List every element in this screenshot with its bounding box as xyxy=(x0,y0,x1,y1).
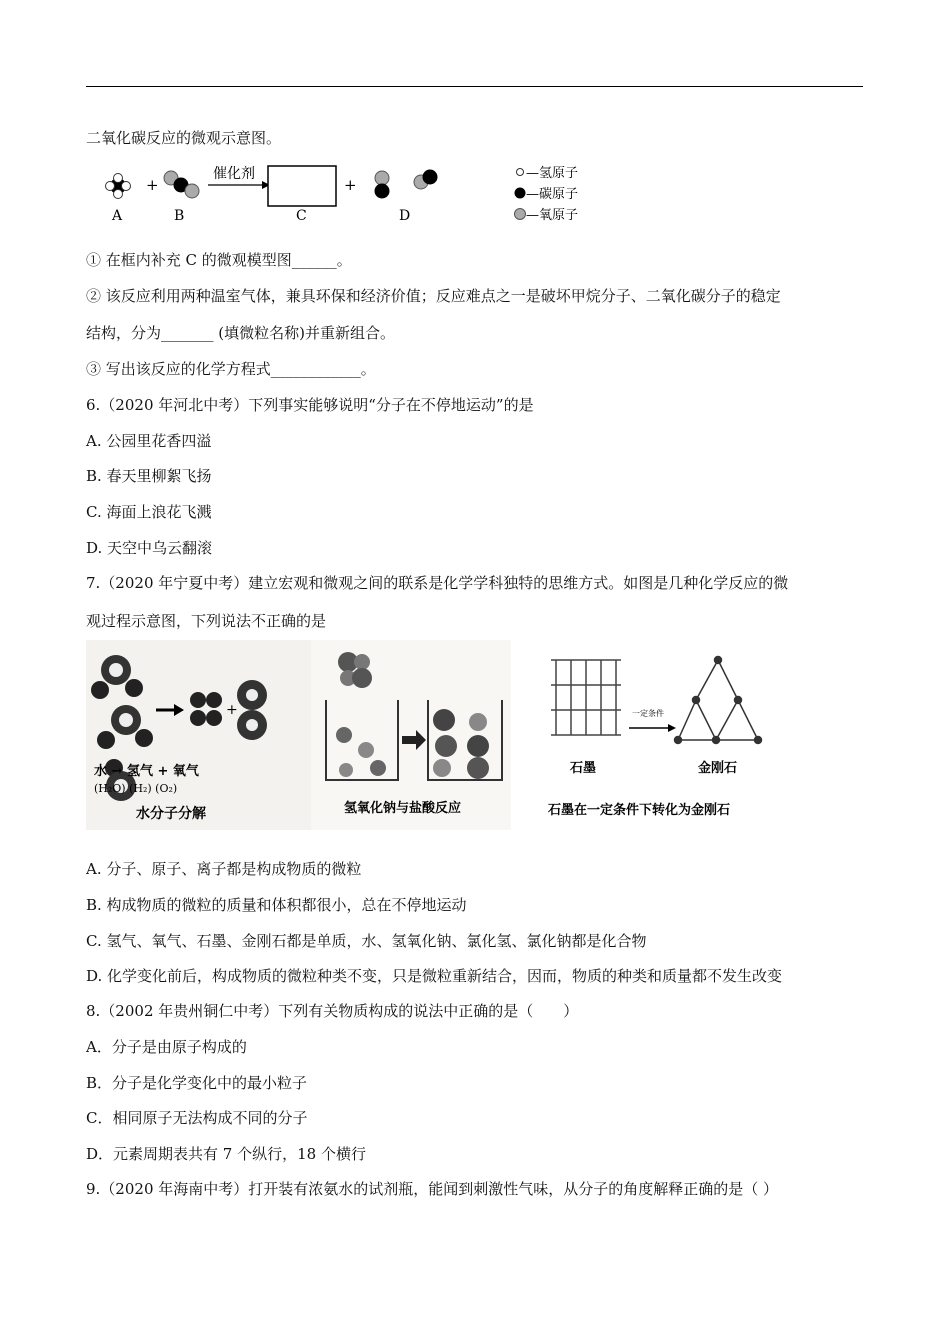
panel1-formulas: (H₂O) (H₂) (O₂) xyxy=(94,782,178,795)
q5-intro: 二氧化碳反应的微观示意图。 xyxy=(86,129,282,147)
q8-option-d: D．元素周期表共有 7 个纵行，18 个横行 xyxy=(86,1145,366,1163)
svg-text:+: + xyxy=(226,702,238,718)
panel2-caption: 氢氧化钠与盐酸反应 xyxy=(344,801,462,816)
q6-option-d: D. 天空中乌云翻滚 xyxy=(86,539,213,557)
q5-reaction-diagram xyxy=(96,158,606,228)
q7-option-b: B. 构成物质的微粒的质量和体积都很小，总在不停地运动 xyxy=(86,896,467,914)
label-c: C xyxy=(296,208,307,224)
q8-option-c: C．相同原子无法构成不同的分子 xyxy=(86,1109,308,1127)
legend-carbon: —碳原子 xyxy=(526,187,579,202)
q7-option-d: D. 化学变化前后，构成物质的微粒种类不变，只是微粒重新结合，因而，物质的种类和质量都不发生改变 xyxy=(86,967,783,985)
q8-stem: 8.（2002 年贵州铜仁中考）下列有关物质构成的说法中正确的是（ ） xyxy=(86,1002,579,1020)
panel3-caption: 石墨在一定条件下转化为金刚石 xyxy=(548,803,731,818)
legend-oxygen: —氧原子 xyxy=(526,208,579,223)
q5-sub3: ③ 写出该反应的化学方程式____________。 xyxy=(86,360,376,378)
q5-sub2-line2: 结构，分为_______ (填微粒名称)并重新组合。 xyxy=(86,324,395,342)
plus-1: + xyxy=(146,176,159,194)
q8-option-a: A．分子是由原子构成的 xyxy=(86,1038,247,1056)
q8-option-b: B．分子是化学变化中的最小粒子 xyxy=(86,1074,308,1092)
plus-2: + xyxy=(344,176,357,194)
panel1-equation: 水 → 氢气 + 氧气 xyxy=(94,764,199,779)
legend-hydrogen: —氢原子 xyxy=(526,166,579,181)
legend xyxy=(515,166,579,223)
q6-option-c: C. 海面上浪花飞溅 xyxy=(86,503,212,521)
q7-figure xyxy=(86,640,786,830)
q5-sub1: ① 在框内补充 C 的微观模型图______。 xyxy=(86,251,352,269)
product-c-box xyxy=(268,166,336,206)
graphite-icon xyxy=(551,660,621,735)
q7-option-c: C. 氢气、氧气、石墨、金刚石都是单质，水、氢氧化钠、氯化氢、氯化钠都是化合物 xyxy=(86,932,647,950)
label-d: D xyxy=(399,208,411,224)
molecule-b-icon xyxy=(164,171,199,198)
molecule-d-icon xyxy=(375,170,438,199)
q7-stem-line1: 7.（2020 年宁夏中考）建立宏观和微观之间的联系是化学学科独特的思维方式。如图是几种化学反应的微 xyxy=(86,574,789,592)
diamond-icon xyxy=(675,657,762,744)
q7-stem-line2: 观过程示意图，下列说法不正确的是 xyxy=(86,612,327,630)
q6-stem: 6.（2020 年河北中考）下列事实能够说明“分子在不停地运动”的是 xyxy=(86,396,534,414)
catalyst-label: 催化剂 xyxy=(213,166,255,182)
molecule-a-icon xyxy=(106,174,131,199)
panel1-caption: 水分子分解 xyxy=(136,806,206,822)
q5-sub2-line1: ② 该反应利用两种温室气体，兼具环保和经济价值；反应难点之一是破坏甲烷分子、二氧化碳分子的稳定 xyxy=(86,287,781,305)
label-b: B xyxy=(174,208,185,224)
label-a: A xyxy=(112,208,123,224)
header-rule xyxy=(86,86,863,87)
panel3-diamond: 金刚石 xyxy=(698,761,738,776)
q7-option-a: A. 分子、原子、离子都是构成物质的微粒 xyxy=(86,860,362,878)
q6-option-a: A. 公园里花香四溢 xyxy=(86,432,212,450)
panel3-condition: 一定条件 xyxy=(632,709,664,718)
q9-stem: 9.（2020 年海南中考）打开装有浓氨水的试剂瓶，能闻到刺激性气味，从分子的角度解释正确的是（ ） xyxy=(86,1180,779,1198)
q6-option-b: B. 春天里柳絮飞扬 xyxy=(86,467,212,485)
panel3-graphite: 石墨 xyxy=(570,761,597,776)
